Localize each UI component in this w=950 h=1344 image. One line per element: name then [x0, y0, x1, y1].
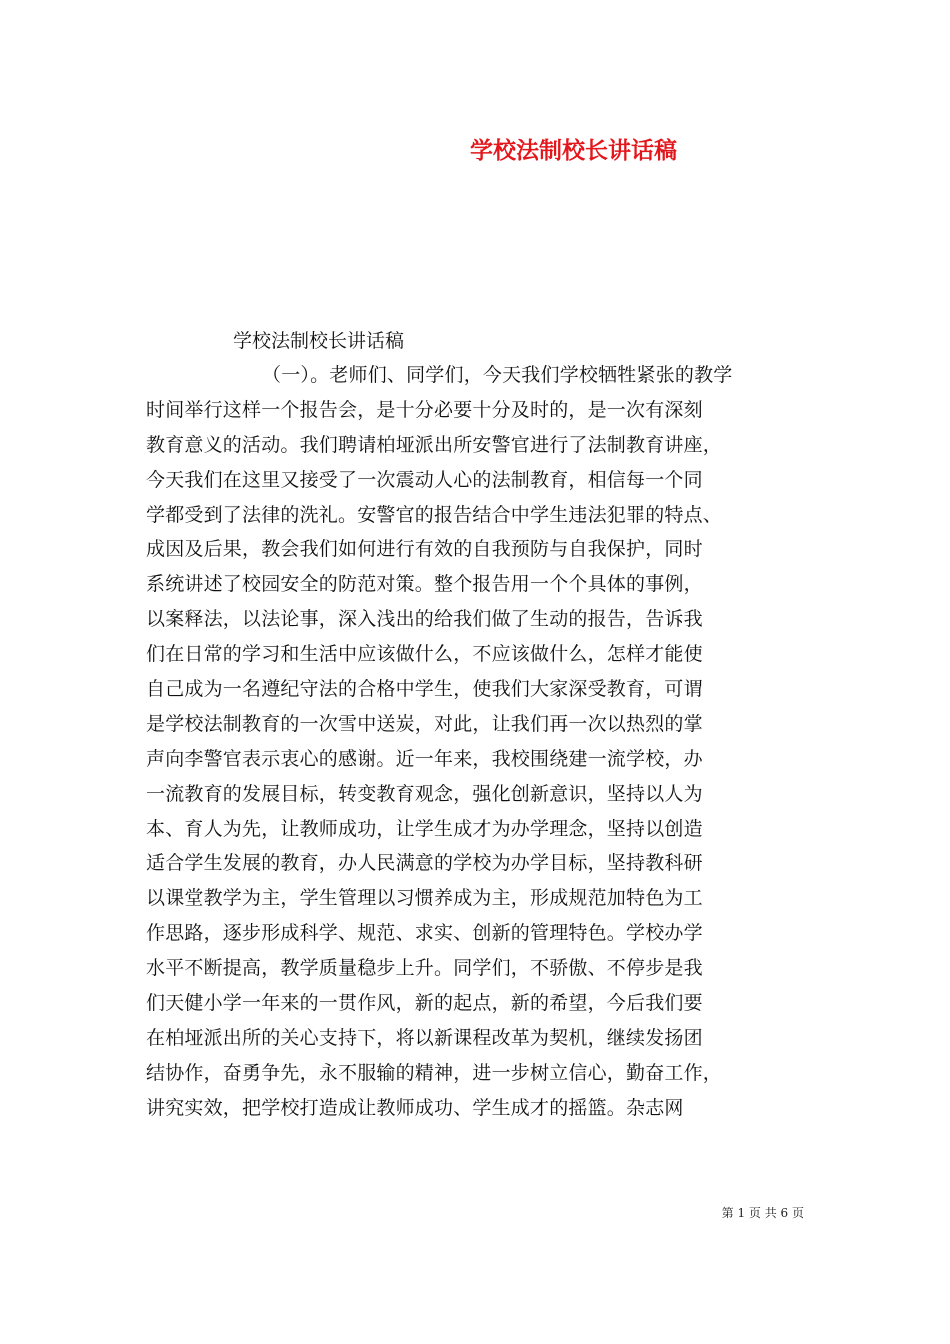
- page-title: 学校法制校长讲话稿: [470, 138, 677, 164]
- body-line: 成因及后果，教会我们如何进行有效的自我预防与自我保护，同时: [146, 538, 703, 561]
- body-line: 们在日常的学习和生活中应该做什么，不应该做什么，怎样才能使: [146, 643, 703, 666]
- body-line: 今天我们在这里又接受了一次震动人心的法制教育，相信每一个同: [146, 468, 703, 491]
- body-line: 们天健小学一年来的一贯作风，新的起点，新的希望，今后我们要: [146, 992, 703, 1015]
- body-line: 时间举行这样一个报告会，是十分必要十分及时的，是一次有深刻: [146, 398, 703, 421]
- body-text: [146, 358, 826, 1126]
- body-line: 是学校法制教育的一次雪中送炭，对此，让我们再一次以热烈的掌: [146, 712, 703, 735]
- body-line: 水平不断提高，教学质量稳步上升。同学们，不骄傲、不停步是我: [146, 957, 703, 980]
- page-footer: 第 1 页 共 6 页: [721, 1206, 804, 1220]
- body-line: 系统讲述了校园安全的防范对策。整个报告用一个个具体的事例，: [146, 573, 703, 596]
- body-line: 讲究实效，把学校打造成让教师成功、学生成才的摇篮。杂志网: [146, 1096, 684, 1119]
- body-line: 教育意义的活动。我们聘请柏垭派出所安警官进行了法制教育讲座，: [146, 433, 723, 456]
- body-line: 以案释法，以法论事，深入浅出的给我们做了生动的报告，告诉我: [146, 608, 703, 631]
- body-line: （一）。老师们、同学们，今天我们学校牺牲紧张的教学: [262, 364, 733, 386]
- body-line: 自己成为一名遵纪守法的合格中学生，使我们大家深受教育，可谓: [146, 678, 703, 701]
- body-line: 在柏垭派出所的关心支持下，将以新课程改革为契机，继续发扬团: [146, 1026, 703, 1049]
- body-line: 结协作，奋勇争先，永不服输的精神，进一步树立信心，勤奋工作，: [146, 1061, 723, 1084]
- body-line: 声向李警官表示衷心的感谢。近一年来，我校围绕建一流学校，办: [146, 747, 703, 770]
- body-line: 作思路，逐步形成科学、规范、求实、创新的管理特色。学校办学: [146, 922, 703, 945]
- body-line: 以课堂教学为主，学生管理以习惯养成为主，形成规范加特色为工: [146, 887, 703, 910]
- body-line: 一流教育的发展目标，转变教育观念，强化创新意识，坚持以人为: [146, 782, 703, 805]
- document-subtitle: 学校法制校长讲话稿: [233, 330, 405, 352]
- body-line: 适合学生发展的教育，办人民满意的学校为办学目标，坚持教科研: [146, 852, 703, 875]
- body-line: 本、育人为先，让教师成功，让学生成才为办学理念，坚持以创造: [146, 817, 703, 840]
- body-line: 学都受到了法律的洗礼。安警官的报告结合中学生违法犯罪的特点、: [146, 503, 723, 526]
